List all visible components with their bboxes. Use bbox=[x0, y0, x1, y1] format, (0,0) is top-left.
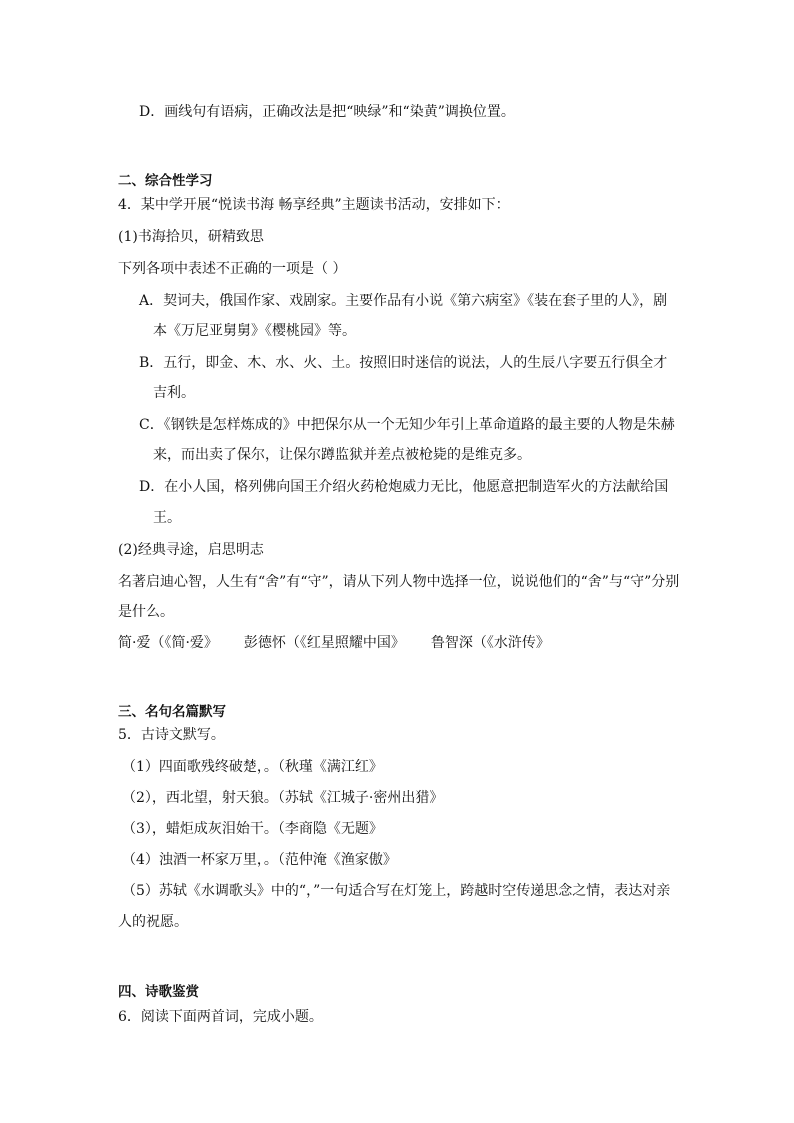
character-option: 简·爱（《简·爱》 bbox=[118, 635, 218, 651]
option-c-line-1: C．《钢铁是怎样炼成的》中把保尔从一个无知少年引上革命道路的最主要的人物是朱赫 bbox=[139, 417, 675, 433]
subquestion-2-line-1: 名著启迪心智，人生有“舍”有“守”，请从下列人物中选择一位，说说他们的“舍”与“守”分别 bbox=[118, 574, 680, 590]
recitation-item-1: （1）四面歌残终破楚，。（秋瑾《满江红》 bbox=[122, 759, 383, 775]
option-b-line-2: 吉利。 bbox=[153, 385, 195, 401]
question-4-stem: 4．某中学开展“悦读书海 畅享经典”主题读书活动，安排如下： bbox=[118, 197, 510, 213]
question-6-stem: 6．阅读下面两首词，完成小题。 bbox=[118, 1009, 323, 1025]
option-c-line-2: 来，而出卖了保尔，让保尔蹲监狱并差点被枪毙的是维克多。 bbox=[153, 447, 531, 463]
character-option: 彭德怀（《红星照耀中国》 bbox=[243, 635, 405, 651]
recitation-item-5-line-1: （5）苏轼《水调歌头》中的“，”一句适合写在灯笼上，跨越时空传递思念之情，表达对亲 bbox=[122, 883, 671, 899]
section-heading-poetry-appreciation: 四、诗歌鉴赏 bbox=[118, 984, 199, 1000]
recitation-item-5-line-2: 人的祝愿。 bbox=[118, 914, 188, 930]
option-b-line-1: B．五行，即金、木、水、火、土。按照旧时迷信的说法，人的生辰八字要五行俱全才 bbox=[139, 355, 668, 371]
subquestion-2-title: (2)经典寻途，启思明志 bbox=[118, 542, 264, 558]
subquestion-2-line-2: 是什么。 bbox=[118, 604, 174, 620]
prev-option-d: D．画线句有语病，正确改法是把“映绿”和“染黄”调换位置。 bbox=[139, 104, 515, 120]
option-a-line-1: A．契诃夫，俄国作家、戏剧家。主要作品有小说《第六病室》《装在套子里的人》，剧 bbox=[139, 293, 668, 309]
recitation-item-2: （2），西北望，射天狼。（苏轼《江城子·密州出猎》 bbox=[122, 790, 444, 806]
character-choices bbox=[118, 632, 683, 654]
subquestion-1-question: 下列各项中表述不正确的一项是（ ） bbox=[118, 261, 347, 277]
option-a-line-2: 本《万尼亚舅舅》《樱桃园》等。 bbox=[153, 323, 356, 339]
section-heading-recitation: 三、名句名篇默写 bbox=[118, 704, 226, 720]
option-d-line-2: 王。 bbox=[153, 510, 181, 526]
recitation-item-4: （4）浊酒一杯家万里，。（范仲淹《渔家傲》 bbox=[122, 852, 397, 868]
recitation-item-3: （3），蜡炬成灰泪始干。（李商隐《无题》 bbox=[122, 821, 383, 837]
subquestion-1-title: (1)书海拾贝，研精致思 bbox=[118, 229, 264, 245]
option-d-line-1: D．在小人国，格列佛向国王介绍火药枪炮威力无比，他愿意把制造军火的方法献给国 bbox=[139, 479, 669, 495]
question-5-stem: 5．古诗文默写。 bbox=[118, 727, 225, 743]
section-heading-comprehensive-study: 二、综合性学习 bbox=[118, 173, 213, 189]
character-option: 鲁智深（《水浒传》 bbox=[430, 635, 550, 651]
